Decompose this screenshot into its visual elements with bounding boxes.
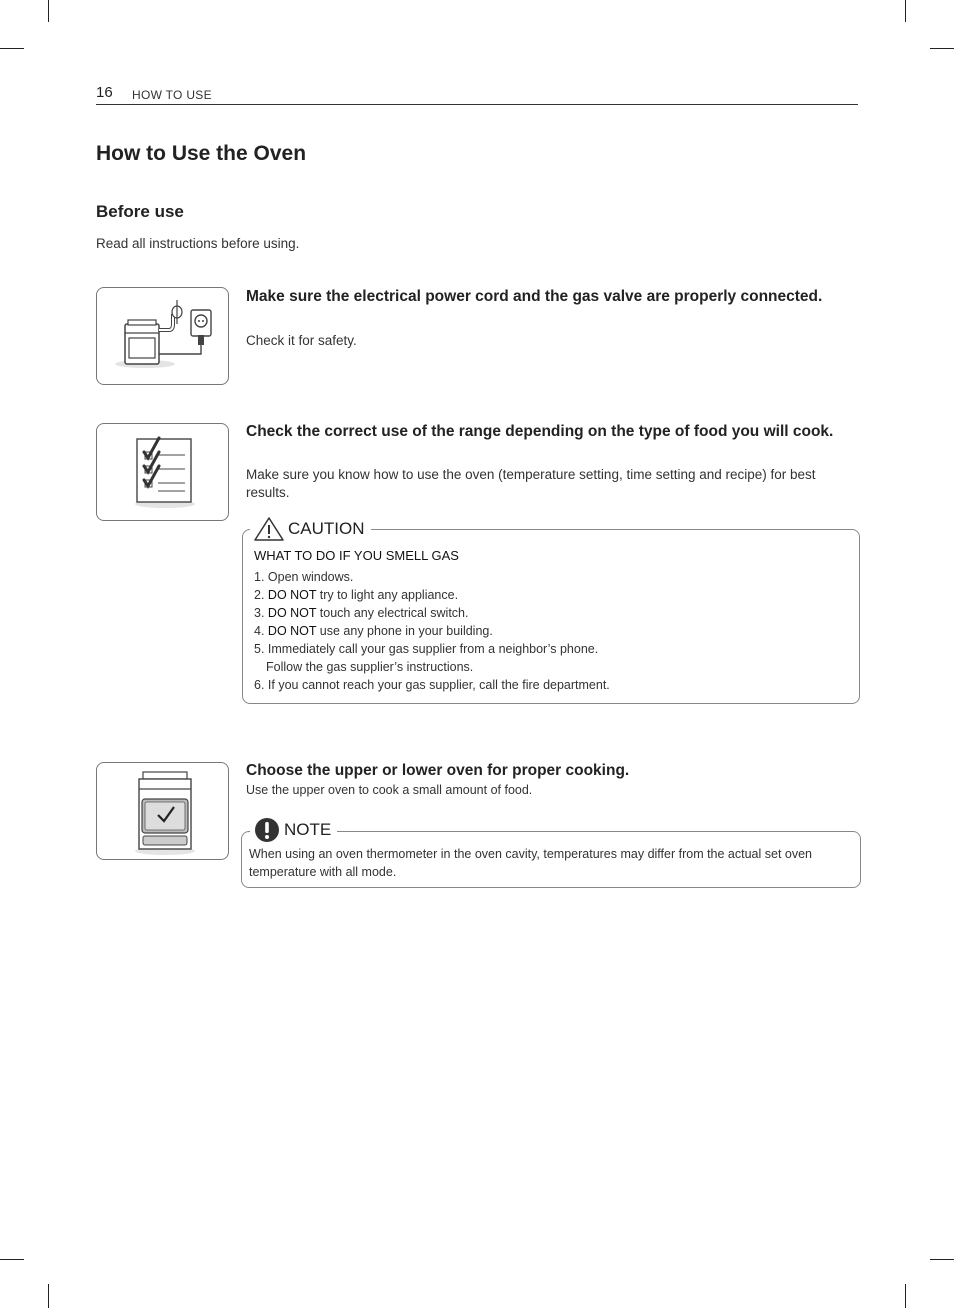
list-item: 2. DO NOT try to light any appliance. [254,588,459,602]
step-body-1: Check it for safety. [246,333,357,348]
step-image-2 [96,423,229,521]
oven-check-icon [97,763,228,859]
step-heading-1: Make sure the electrical power cord and the gas valve are properly connected. [246,288,823,305]
step-body-2: Make sure you know how to use the oven (temperature setting, time setting and recipe) for best results. [246,467,816,500]
crop-mark [905,0,906,22]
list-item: 1. Open windows. [254,570,354,584]
note-label [250,817,337,843]
note-text: When using an oven thermometer in the oven cavity, temperatures may differ from the actual set oven temperature with all mode. [249,847,813,879]
list-item: 6. If you cannot reach your gas supplier, call the fire department. [254,678,610,692]
warning-triangle-icon [254,517,284,541]
page-header [96,84,858,105]
step-image-1 [96,287,229,385]
list-item: 4. DO NOT use any phone in your building. [254,624,493,638]
list-item: Follow the gas supplier’s instructions. [266,660,474,674]
caution-list [254,568,610,694]
step-body-3: Use the upper oven to cook a small amount of food. [246,783,533,797]
caution-label [250,517,371,541]
step-image-3 [96,762,229,860]
exclamation-circle-icon [254,817,280,843]
step-heading-3: Choose the upper or lower oven for proper cooking. [246,762,630,779]
list-item: 5. Immediately call your gas supplier from a neighbor’s phone. [254,642,599,656]
caution-label-text: CAUTION [288,519,365,538]
note-label-text: NOTE [284,820,332,839]
crop-mark [48,0,49,22]
section-name: HOW TO USE [132,88,212,102]
step-heading-2: Check the correct use of the range depending on the type of food you will cook. [246,423,834,440]
crop-mark [0,1259,24,1260]
crop-mark [48,1284,49,1308]
crop-mark [905,1284,906,1308]
section-subtitle: Before use [96,202,184,221]
crop-mark [0,48,24,49]
checklist-icon [97,424,228,520]
page-number: 16 [96,84,113,101]
crop-mark [930,48,954,49]
crop-mark [930,1259,954,1260]
range-power-gas-connection-icon [97,288,228,384]
page-title: How to Use the Oven [96,142,307,165]
caution-heading: WHAT TO DO IF YOU SMELL GAS [254,548,459,563]
intro-text: Read all instructions before using. [96,236,300,251]
list-item: 3. DO NOT touch any electrical switch. [254,606,469,620]
